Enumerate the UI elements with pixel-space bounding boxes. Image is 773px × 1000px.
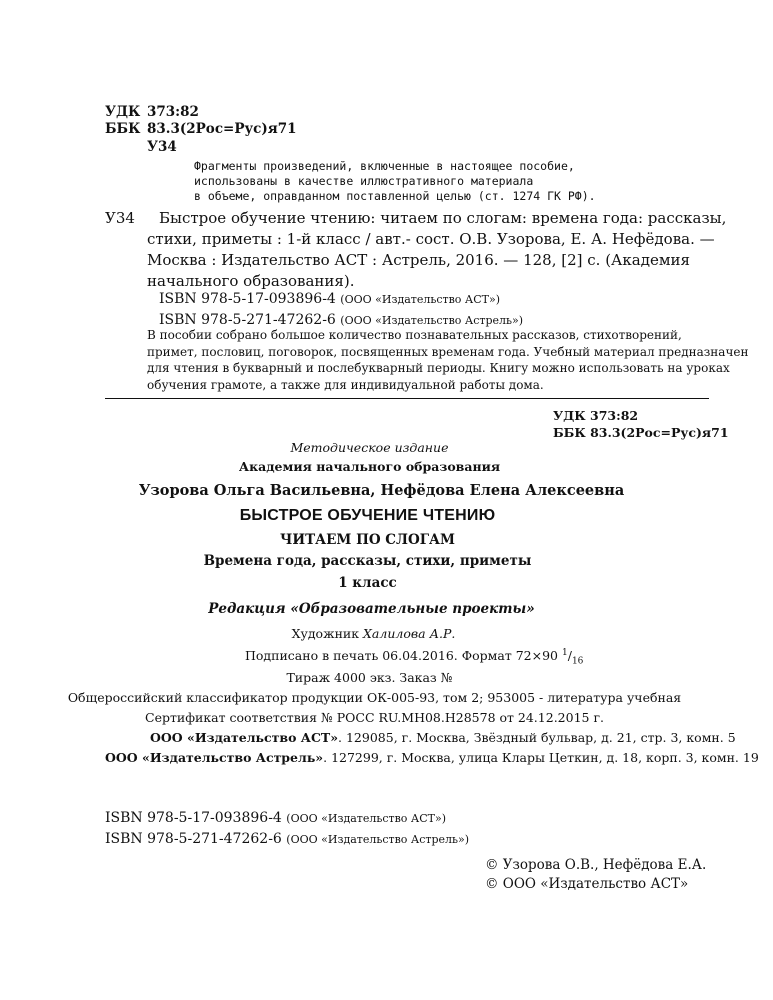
isbn-line bbox=[105, 808, 469, 829]
edition-type: Методическое издание bbox=[290, 440, 449, 455]
publisher-ast-addr: . 129085, г. Москва, Звёздный бульвар, д. 21, стр. 3, комн. 5 bbox=[338, 730, 736, 745]
bib-line: Быстрое обучение чтению: читаем по слогам: времена года: рассказы, bbox=[159, 209, 727, 227]
isbn-number: ISBN 978-5-17-093896-4 bbox=[159, 291, 336, 307]
isbn-publisher: (ООО «Издательство Астрель») bbox=[340, 314, 524, 327]
bbk-line bbox=[105, 121, 297, 138]
isbn-line bbox=[159, 289, 523, 310]
copyright-block bbox=[485, 856, 706, 894]
author-mark: У34 bbox=[147, 139, 177, 155]
annotation-line: примет, пословиц, поговорок, посвященных временам года. Учебный материал предназначен bbox=[147, 344, 749, 359]
artist-name: Халилова А.Р. bbox=[363, 626, 456, 641]
editorial-office: Редакция «Образовательные проекты» bbox=[208, 601, 535, 617]
right-bbk-label: ББК bbox=[553, 425, 586, 440]
certificate: Сертификат соответствия № РОСС RU.МН08.Н28578 от 24.12.2015 г. bbox=[145, 710, 604, 725]
publisher-ast-name: ООО «Издательство АСТ» bbox=[150, 730, 339, 745]
udk-label: УДК bbox=[105, 104, 141, 120]
right-udk-line bbox=[553, 407, 638, 424]
publisher-ast-address bbox=[150, 730, 736, 745]
bbk-label: ББК bbox=[105, 121, 141, 137]
isbn-publisher: (ООО «Издательство АСТ») bbox=[340, 293, 501, 306]
bib-mark: У34 bbox=[105, 209, 135, 227]
publisher-astrel-name: ООО «Издательство Астрель» bbox=[105, 750, 324, 765]
annotation-line: В пособии собрано большое количество познавательных рассказов, стихотворений, bbox=[147, 328, 682, 342]
print-run: Тираж 4000 экз. Заказ № bbox=[286, 670, 453, 685]
bib-description-cont bbox=[147, 229, 715, 292]
right-udk-label: УДК bbox=[553, 408, 586, 423]
book-subtitle: ЧИТАЕМ ПО СЛОГАМ bbox=[280, 532, 455, 548]
udk-line bbox=[105, 104, 199, 121]
isbn-number: ISBN 978-5-271-47262-6 bbox=[105, 831, 282, 847]
authors: Узорова Ольга Васильевна, Нефёдова Елена Алексеевна bbox=[138, 482, 625, 499]
series-name: Академия начального образования bbox=[238, 459, 501, 474]
format-numerator: 1 bbox=[561, 648, 568, 658]
copyright-note-line: использованы в качестве иллюстративного материала bbox=[194, 174, 534, 188]
bib-line: начального образования). bbox=[147, 272, 355, 290]
isbn-top-list bbox=[159, 289, 523, 331]
bib-line: Москва : Издательство АСТ : Астрель, 2016. — 128, [2] с. (Академия bbox=[147, 251, 690, 269]
right-bbk-line bbox=[553, 424, 729, 441]
grade: 1 класс bbox=[338, 575, 397, 591]
isbn-publisher: (ООО «Издательство Астрель») bbox=[286, 833, 470, 846]
right-udk-value: 373:82 bbox=[590, 408, 639, 423]
signed-text: Подписано в печать 06.04.2016. Формат 72×90 bbox=[245, 648, 558, 664]
product-classifier: Общероссийский классификатор продукции ОК-005-93, том 2; 953005 - литература учебная bbox=[67, 690, 682, 705]
copyright-line: © Узорова О.В., Нефёдова Е.А. bbox=[485, 857, 707, 873]
udk-value: 373:82 bbox=[147, 104, 199, 120]
isbn-publisher: (ООО «Издательство АСТ») bbox=[286, 812, 447, 825]
copyright-note bbox=[194, 159, 596, 204]
annotation bbox=[147, 327, 748, 393]
signed-to-print: Подписано в печать 06.04.2016. Формат 72×90 $^1/_{16}$ bbox=[245, 648, 584, 667]
isbn-number: ISBN 978-5-271-47262-6 bbox=[159, 312, 336, 328]
publisher-astrel-address bbox=[105, 750, 759, 765]
annotation-line: обучения грамоте, а также для индивидуальной работы дома. bbox=[147, 377, 544, 392]
bbk-value: 83.3(2Рос=Рус)я71 bbox=[147, 121, 297, 137]
format-denominator: 16 bbox=[571, 656, 584, 667]
annotation-line: для чтения в букварный и послебукварный периоды. Книгу можно использовать на уроках bbox=[147, 361, 730, 375]
bib-description bbox=[159, 208, 726, 229]
copyright-note-line: Фрагменты произведений, включенные в настоящее пособие, bbox=[194, 159, 575, 173]
book-subtitle-2: Времена года, рассказы, стихи, приметы bbox=[203, 553, 532, 569]
right-bbk-value: 83.3(2Рос=Рус)я71 bbox=[590, 425, 729, 440]
copyright-line: © ООО «Издательство АСТ» bbox=[485, 876, 689, 892]
isbn-number: ISBN 978-5-17-093896-4 bbox=[105, 810, 282, 826]
isbn-line bbox=[105, 829, 469, 850]
artist-label: Художник bbox=[291, 626, 360, 641]
publisher-astrel-addr: . 127299, г. Москва, улица Клары Цеткин, д. 18, корп. 3, комн. 19 bbox=[323, 750, 759, 765]
artist-line bbox=[0, 626, 760, 641]
bib-line: стихи, приметы : 1-й класс / авт.- сост. О.В. Узорова, Е. А. Нефёдова. — bbox=[147, 230, 715, 248]
book-title: БЫСТРОЕ ОБУЧЕНИЕ ЧТЕНИЮ bbox=[239, 507, 496, 524]
isbn-bottom-list bbox=[105, 808, 469, 850]
copyright-note-line: в объеме, оправданном поставленной целью (ст. 1274 ГК РФ). bbox=[194, 189, 596, 203]
divider-rule bbox=[105, 398, 709, 399]
